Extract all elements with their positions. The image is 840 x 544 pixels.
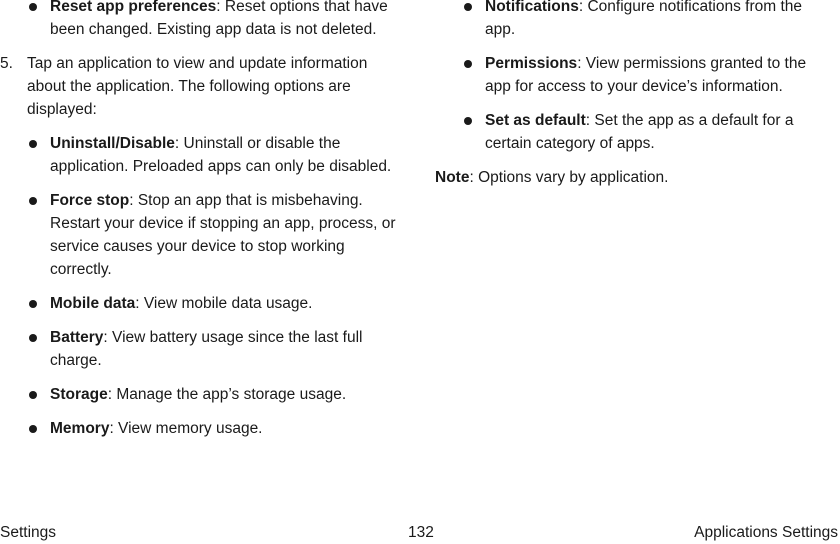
list-item-text: : Uninstall or disable the application. Preloaded apps can only be disabled. (50, 135, 392, 175)
list-item-battery (0, 326, 410, 372)
step-text: Tap an application to view and update information about the application. The following options are displayed: (27, 55, 368, 118)
list-item-text: : View permissions granted to the app for access to your device’s information. (485, 55, 807, 95)
list-item-term: Force stop (50, 192, 130, 209)
list-item-term: Mobile data (50, 295, 136, 312)
list-item-text: : Manage the app’s storage usage. (107, 386, 347, 403)
list-item-force-stop (0, 189, 410, 281)
options-bullet-list (0, 132, 410, 440)
list-item-text: : View mobile data usage. (135, 295, 313, 312)
list-item-text: : Configure notifications from the app. (485, 0, 803, 38)
list-item-uninstall-disable (0, 132, 410, 178)
note (435, 166, 835, 189)
list-item-permissions (435, 52, 835, 98)
left-column (0, 0, 410, 451)
page-footer (0, 521, 840, 543)
step-5 (0, 52, 410, 121)
list-item-term: Uninstall/Disable (50, 135, 175, 152)
list-item-term: Memory (50, 420, 110, 437)
list-item-text: : Set the app as a default for a certain category of apps. (485, 112, 794, 152)
step-number: 5. (0, 55, 13, 72)
note-text: : Options vary by application. (469, 169, 669, 186)
footer-chapter-name: Applications Settings (694, 524, 838, 541)
list-item-term: Storage (50, 386, 108, 403)
list-item-mobile-data (0, 292, 410, 315)
list-item-set-as-default (435, 109, 835, 155)
list-item-text: : View memory usage. (109, 420, 263, 437)
list-item-storage (0, 383, 410, 406)
list-item-text: : Stop an app that is misbehaving. Restart your device if stopping an app, process, or service causes your device to stop working correctly. (50, 192, 396, 278)
list-item-term: Battery (50, 329, 104, 346)
list-item-term: Notifications (485, 0, 579, 15)
page-number: 132 (408, 524, 434, 541)
right-bullet-list (435, 0, 835, 155)
list-item-memory (0, 417, 410, 440)
list-item-term: Reset app preferences (50, 0, 217, 15)
list-item-reset-app-preferences (0, 0, 410, 41)
list-item-term: Permissions (485, 55, 578, 72)
list-item-notifications (435, 0, 835, 41)
top-bullet-list (0, 0, 410, 41)
note-label: Note (435, 169, 470, 186)
list-item-text: : Reset options that have been changed. Existing app data is not deleted. (50, 0, 388, 38)
right-column (435, 0, 835, 189)
list-item-text: : View battery usage since the last full charge. (50, 329, 363, 369)
footer-section-name: Settings (0, 524, 57, 541)
list-item-term: Set as default (485, 112, 586, 129)
